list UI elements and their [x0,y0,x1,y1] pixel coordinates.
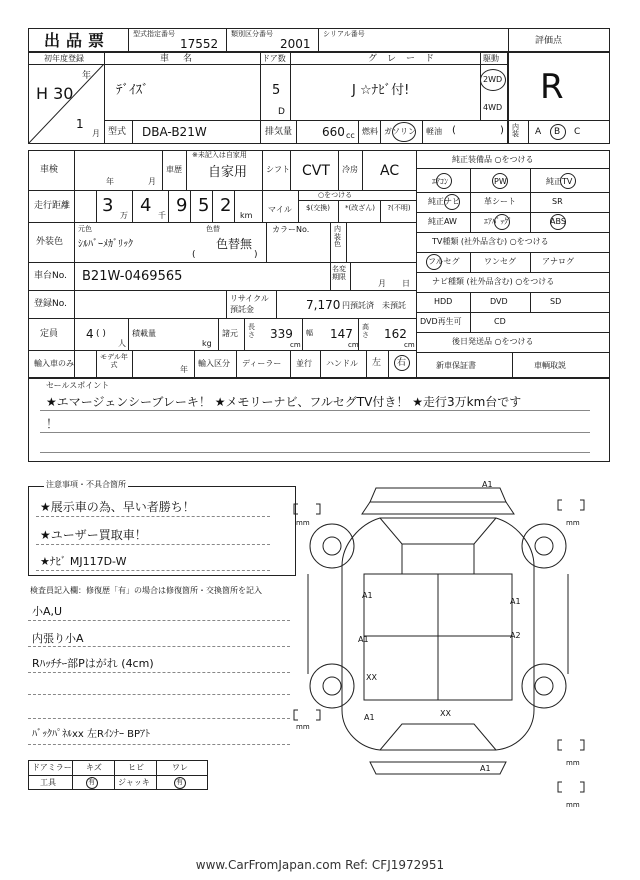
tamper-label: *(改ざん) [345,204,375,212]
parts-jack: ジャッキ [118,778,150,787]
recycle-label-1: リサイクル [230,294,269,303]
length: 339 [270,327,293,341]
drive-4wd: 4WD [483,103,503,112]
damage-mark-rear-bumper: A1 [480,764,491,773]
navi-hdd: HDD [434,297,453,306]
usage: 自家用 [208,165,248,180]
door-type: D [278,107,285,117]
drive-2wd: 2WD [483,75,503,84]
mm-fl: mm [296,519,310,527]
recycle-not: 未預託 [382,301,406,310]
equip-tv: 純正TV [546,177,573,186]
docs-manual: 車輌取説 [534,361,566,370]
sales-line-2: ！ [46,417,59,431]
month-unit: 月 [92,129,100,138]
name-change-day: 日 [402,279,410,288]
damage-mark-rr-door: A2 [510,631,521,640]
navi-dvd-play: DVD再生可 [420,317,462,326]
mileage-label: 走行距離 [34,201,71,211]
inspector-line-2: 内張り小A [32,632,84,645]
recycle-value: 7,170 [306,298,341,312]
recycle-label-2: 預託金 [230,305,254,314]
inspection-month: 月 [148,177,156,186]
color-label: 外装色 [36,237,64,247]
rating-label: 評価点 [535,36,563,46]
sales-point-box [28,378,610,462]
height-label: 高さ [362,323,369,339]
kg-unit: kg [202,339,212,348]
mileage-digit-5: 2 [220,195,232,216]
car-name-label: 車名 [160,54,207,64]
inspector-line-5: ﾊﾞｯｸﾊﾟﾈﾙxx 左Rｲﾝﾅｰ BPｱﾄ [32,729,151,740]
chassis-label: 車台No. [34,271,67,281]
shift: CVT [302,163,330,179]
mm-rl: mm [296,723,310,731]
mileage-digit-3: 9 [176,195,188,216]
mileage-sen: 千 [158,211,166,220]
parts-crack: ヒビ [128,763,144,772]
equip-abs: ABS [550,217,566,226]
person-unit: 人 [118,339,126,348]
parts-mirror: ドアミラー [32,763,72,772]
displacement-label: 排気量 [265,127,293,137]
rating-value: R [540,67,564,107]
equipment-title: 純正装備品 ○をつける [452,155,534,164]
equip-pw: PW [494,177,507,186]
model-cert-label: 型式指定番号 [133,30,175,38]
docs-warranty: 新車保証書 [436,361,476,370]
equip-navi: 純正ナビ [428,197,460,206]
fuel-label: 燃料 [362,127,378,136]
handle-left: 左 [372,358,382,368]
handle-label: ハンドル [326,359,358,368]
doors: 5 [272,83,281,98]
import-cat-label: 輸入区分 [198,359,230,368]
damage-mark-rl-quarter: XX [366,673,377,682]
navi-dvd: DVD [490,297,508,306]
grade-label: グレード [368,54,445,64]
navi-cd: CD [494,317,506,326]
ac-label: 冷房 [342,165,358,174]
equip-aw: 純正AW [428,217,457,226]
check-note: ○をつける [318,191,353,199]
swap-label: $(交換) [306,204,330,212]
doors-label: ドア数 [262,54,286,63]
grade: J ☆ﾅﾋﾞ付! [352,83,410,98]
name-change-label: 名変期限 [332,265,346,281]
parts-tools-yes: 有 [88,778,95,786]
navi-title: ナビ種類 (社外品含む) ○をつける [432,277,555,286]
interior-a: A [535,127,542,137]
note-line-2: ★ユーザー買取車！ [40,528,147,542]
damage-mark-back-panel: XX [440,709,451,718]
mileage-digit-1: 3 [102,195,114,216]
equip-sr: SR [552,197,563,206]
tv-oneseg: ワンセグ [484,257,516,266]
note-line-1: ★展示車の為、早い者勝ち！ [40,500,195,514]
mile-label: マイル [268,205,292,214]
inspector-line-3: Rﾊｯﾁﾁｰ部Pはがれ (4cm) [32,657,154,670]
fuel-gasoline: ガソリン [384,127,416,136]
mileage-digit-4: 5 [198,195,210,216]
height-cm: cm [404,341,415,349]
repaint: 色替無 [216,237,253,251]
damage-mark-rear-left: A1 [364,713,375,722]
footer-watermark: www.CarFromJapan.com Ref: CFJ1972951 [195,858,445,872]
repaint-label: 色替 [206,225,220,233]
model-year-label: モデル年式 [100,353,128,369]
chassis: B21W-0469565 [82,269,183,284]
equip-airbag: ｴｱﾊﾞｯｸﾞ [484,217,512,226]
class-value: 2001 [280,37,311,51]
notes-label: 注意事項・不具合箇所 [46,480,126,489]
serial-label: シリアル番号 [323,30,365,38]
model-label: 型式 [108,127,127,137]
model-year-unit: 年 [180,365,188,374]
width-cm: cm [348,341,359,349]
model: DBA-B21W [142,125,207,139]
shift-label: シフト [266,165,290,174]
width: 147 [330,327,353,341]
dealer: ディーラー [242,359,282,368]
mileage-digit-2: 4 [140,195,152,216]
width-label: 幅 [306,329,313,337]
handle-right: 右 [397,358,407,368]
color-no-label: カラーNo. [272,225,310,234]
inspection-label: 車検 [40,165,59,175]
tv-title: TV種類 (社外品含む) ○をつける [432,237,549,246]
mm-fr: mm [566,519,580,527]
usage-label: 車歴 [166,165,182,174]
height: 162 [384,327,407,341]
sales-label: セールスポイント [46,381,110,390]
parts-break: ワレ [172,763,188,772]
length-cm: cm [290,341,301,349]
equip-leather: 革シート [484,197,516,206]
model-cert-value: 17552 [180,37,219,51]
first-reg-era: H 30 [36,84,74,103]
parts-tools: 工具 [40,778,56,787]
length-label: 長さ [248,323,255,339]
mileage-man: 万 [120,211,128,220]
year-unit: 年 [82,71,92,81]
km-unit: km [240,211,253,220]
damage-mark-rl-door: A1 [358,635,369,644]
unknown-label: ?(不明) [387,204,411,212]
import-label: 輸入車のみ [34,359,74,368]
parts-scratch: キズ [86,763,102,772]
interior-label: 内装 [512,123,519,138]
displacement: 660 [322,125,345,139]
form-title: 出品票 [44,31,111,50]
parts-jack-yes: 有 [176,778,183,786]
inspector-label: 検査員記入欄：修復歴「有」の場合は修復箇所・交換箇所を記入 [30,586,262,595]
size-label: 諸元 [222,329,238,338]
fuel-light-oil: 軽油 [426,127,442,136]
first-reg-month: 1 [76,117,84,131]
ac: AC [380,163,400,179]
capacity: 4 [86,327,94,341]
tv-analog: アナログ [542,257,574,266]
capacity-label: 定員 [40,329,59,339]
damage-mark-fr-door: A1 [510,597,521,606]
drive-label: 駆動 [483,54,499,63]
equip-ac: ｴｱｺﾝ [432,177,448,186]
reg-no-label: 登録No. [34,299,67,309]
orig-color: ｼﾙﾊﾞｰﾒｶﾞﾘｯｸ [78,239,133,250]
interior-c: C [574,127,581,137]
navi-sd: SD [550,297,562,306]
interior-b: B [554,127,561,137]
note-line-3: ★ﾅﾋﾞ MJ117D-W [40,555,127,568]
mm-spare: mm [566,801,580,809]
usage-note: ※未記入は自家用 [192,151,247,159]
recycle-unit: 円預託済 [342,301,374,310]
damage-mark-front: A1 [482,480,493,489]
name-change-month: 月 [378,279,386,288]
parallel: 並行 [296,359,312,368]
load-label: 積載量 [132,329,156,338]
mm-rr: mm [566,759,580,767]
inspector-line-1: 小A,U [32,605,63,618]
docs-title: 後日発送品 ○をつける [452,337,534,346]
cc-unit: cc [346,131,355,140]
sales-line-1: ★エマージェンシーブレーキ！ ★メモリーナビ、フルセグTV付き！ ★走行3万km台です [46,395,522,409]
orig-color-label: 元色 [78,225,92,233]
interior-color-label: 内装色 [334,225,341,249]
inspection-year: 年 [106,177,114,186]
car-name: ﾃﾞｲｽﾞ [116,83,149,98]
damage-mark-fl-door: A1 [362,591,373,600]
tv-fullseg: フルセグ [428,257,460,266]
first-reg-label: 初年度登録 [44,54,84,63]
class-label: 類別区分番号 [231,30,273,38]
